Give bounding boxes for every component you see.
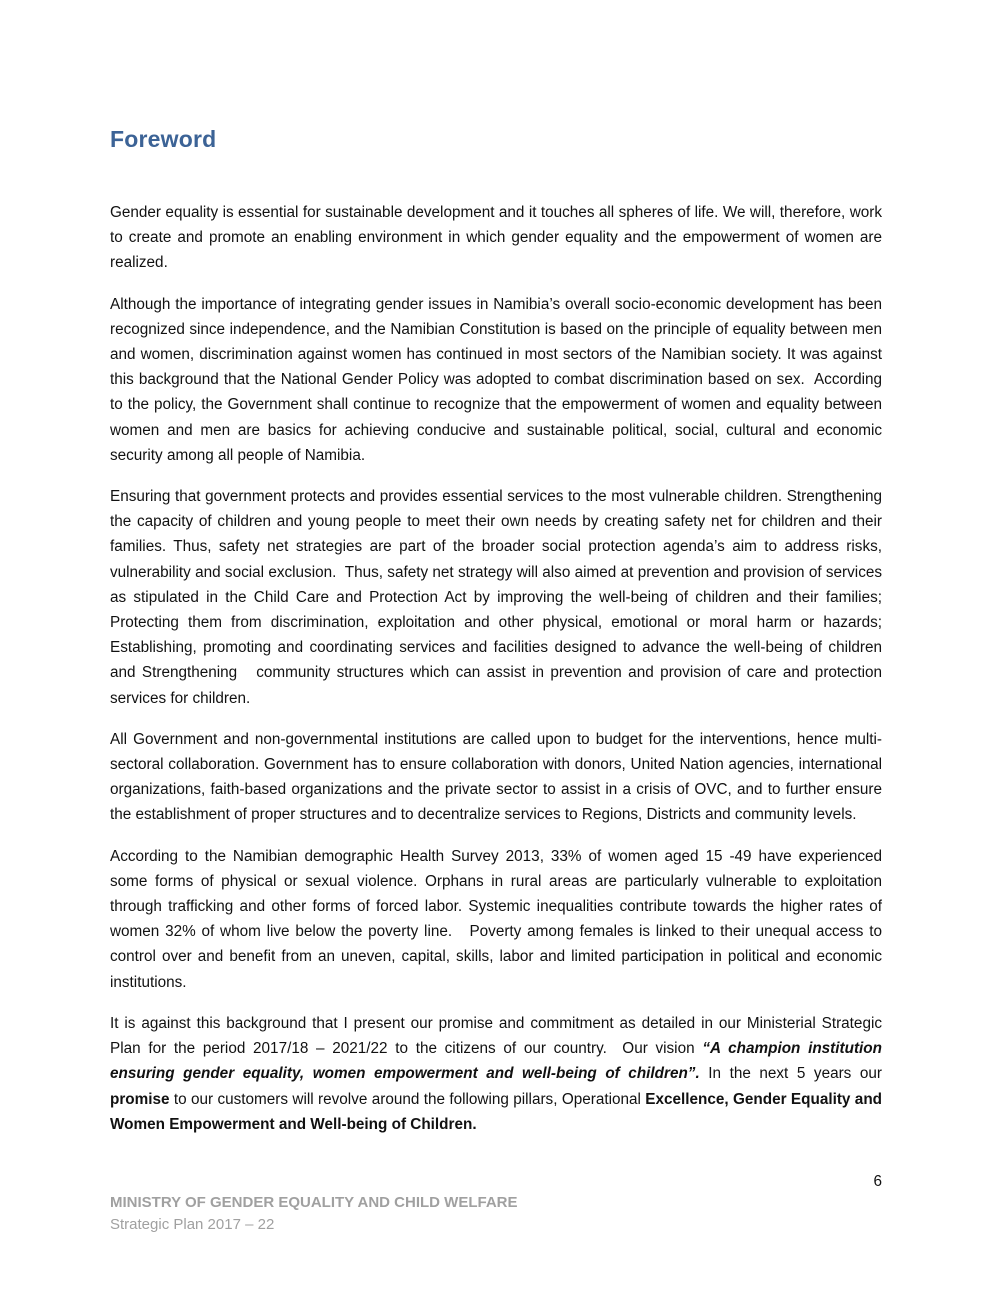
final-text-part3: to our customers will revolve around the following pillars, Operational xyxy=(169,1090,646,1108)
page-number: 6 xyxy=(873,1173,882,1190)
paragraph-child-protection: Ensuring that government protects and provides essential services to the most vulnerable children. Strengthening the capacity of children and young people to meet their own needs by creating safety net for children and their families. Thus, safety net strategies are part of the broader social protection agenda’s aim to address risks, vulnerability and social exclusion. Thus, safety net strategy will also aimed at prevention and provision of services as stipulated in the Child Care and Protection Act by improving the well-being of children and their families; Protecting them from discrimination, exploitation and other physical, emotional or moral harm or hazards; Establishing, promoting and coordinating services and facilities designed to advance the well-being of children and Strengthening community structures which can assist in prevention and provision of care and protection services for children. xyxy=(110,488,887,707)
paragraph-health-survey: According to the Namibian demographic Health Survey 2013, 33% of women aged 15 -49 have experienced some forms of physical or sexual violence. Orphans in rural areas are particularly vulnerable to exploitation through trafficking and other forms of forced labor. Systemic inequalities contribute towards the higher rates of women 32% of whom live below the poverty line. Poverty among females is linked to their unequal access to control over and benefit from an uneven, capital, skills, labor and limited participation in political and economic institutions. xyxy=(110,847,887,991)
paragraph-vision-promise xyxy=(110,1011,887,1137)
paragraph-gender-equality: Gender equality is essential for sustainable development and it touches all spheres of life. We will, therefore, work to create and promote an enabling environment in which gender equality and the empowerment of women are realized. xyxy=(110,204,887,272)
page-title: Foreword xyxy=(110,126,217,152)
final-text-part1: It is against this background that I present our promise and commitment as detailed in our Ministerial Strategic Plan for the period 2017/18 – 2021/22 to the citizens of our country. Our vision xyxy=(110,1014,887,1058)
pillars-list: Excellence, Gender Equality and Women Empowerment and Well-being of Children. xyxy=(110,1090,887,1133)
foreword-body xyxy=(110,200,887,1153)
promise-word: promise xyxy=(110,1090,170,1108)
footer-plan-title: Strategic Plan 2017 – 22 xyxy=(110,1216,275,1233)
final-text-part2: In the next 5 years our xyxy=(699,1065,887,1083)
footer-organization: MINISTRY OF GENDER EQUALITY AND CHILD WELFARE xyxy=(110,1194,518,1211)
vision-statement: “A champion institution ensuring gender equality, women empowerment and well-being of children”. xyxy=(110,1040,887,1083)
paragraph-national-gender-policy: Although the importance of integrating gender issues in Namibia’s overall socio-economic development has been recognized since independence, and the Namibian Constitution is based on the principle of equality between men and women, discrimination against women has continued in most sectors of the Namibian society. It was against this background that the National Gender Policy was adopted to combat discrimination based on sex. According to the policy, the Government shall continue to recognize that the empowerment of women and equality between women and men are basics for achieving conducive and sustainable political, social, cultural and economic security among all people of Namibia. xyxy=(110,295,887,464)
paragraph-multi-sectoral-collaboration: All Government and non-governmental institutions are called upon to budget for the interventions, hence multi-sectoral collaboration. Government has to ensure collaboration with donors, United Nation agencies, international organizations, faith-based organizations and the private sector to assist in a crisis of OVC, and to further ensure the establishment of proper structures and to decentralize services to Regions, Districts and community levels. xyxy=(110,730,887,824)
